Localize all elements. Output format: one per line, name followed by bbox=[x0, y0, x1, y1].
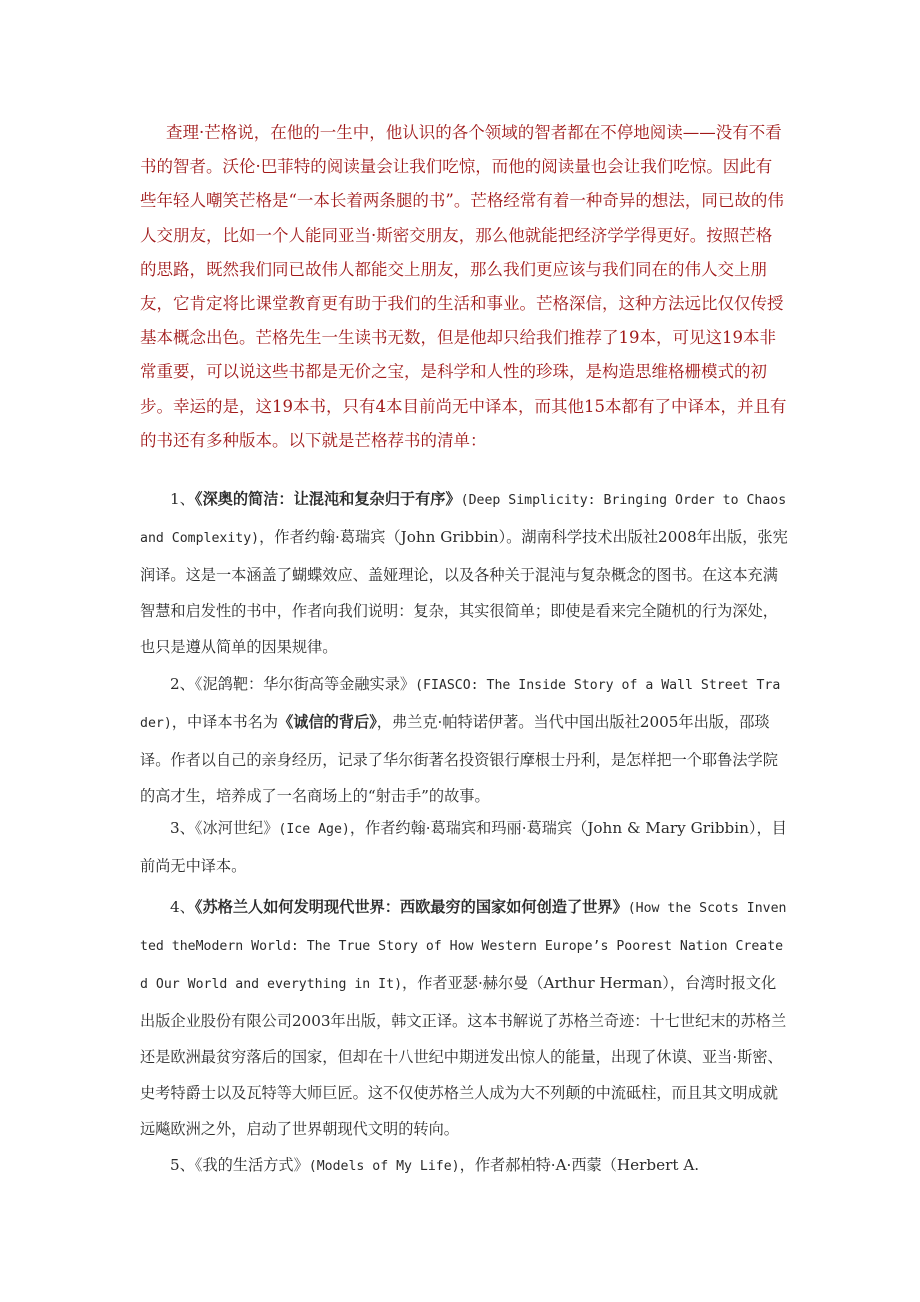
book-title-en: (Models of My Life) bbox=[308, 1159, 460, 1174]
book-description: ，中译本书名为 bbox=[171, 713, 279, 731]
book-title-cn: 《苏格兰人如何发明现代世界：西欧最穷的国家如何创造了世界》 bbox=[194, 898, 628, 916]
book-title-en: (FIASCO: The Inside Story of a Wall Street Trader) bbox=[140, 678, 781, 731]
book-title-en: (Ice Age) bbox=[278, 822, 350, 837]
book-number: 4、 bbox=[170, 898, 195, 916]
book-description: ，弗兰克·帕特诺伊著。当代中国出版社2005年出版，邵琰译。作者以自己的亲身经历，记录了华尔街著名投资银行摩根士丹利，是怎样把一个耶鲁法学院的高才生，培养成了一名商场上的“射击手”的故事。 bbox=[140, 713, 778, 805]
book-entry-3 bbox=[140, 810, 788, 884]
book-title-cn: 《冰河世纪》 bbox=[194, 819, 279, 837]
book-alt-title: 《诚信的背后》 bbox=[278, 713, 377, 731]
book-number: 5、 bbox=[170, 1156, 195, 1174]
book-title-en: (How the Scots Invented theModern World: The True Story of How Western Europe’s Poorest Nation Created Our World and everything in It) bbox=[140, 901, 787, 992]
book-description: ，作者郝柏特·A·西蒙（Herbert A. bbox=[459, 1156, 700, 1174]
book-number: 3、 bbox=[170, 819, 195, 837]
book-title-cn: 《深奥的简洁：让混沌和复杂归于有序》 bbox=[194, 490, 461, 508]
book-description: ，作者约翰·葛瑞宾（John Gribbin）。湖南科学技术出版社2008年出版，张宪润译。这是一本涵盖了蝴蝶效应、盖娅理论，以及各种关于混沌与复杂概念的图书。在这本充满智慧和启发性的书中，作者向我们说明：复杂，其实很简单；即使是看来完全随机的行为深处，也只是遵从简单的因果规律。 bbox=[140, 528, 788, 656]
book-entry-2 bbox=[140, 666, 788, 814]
book-entry-5 bbox=[140, 1147, 788, 1185]
book-title-en: (Deep Simplicity: Bringing Order to Chaos and Complexity) bbox=[140, 493, 787, 546]
book-entry-1 bbox=[140, 481, 788, 665]
book-entry-4 bbox=[140, 889, 788, 1147]
book-description: ，作者亚瑟·赫尔曼（Arthur Herman），台湾时报文化出版企业股份有限公司2003年出版，韩文正译。这本书解说了苏格兰奇迹：十七世纪末的苏格兰还是欧洲最贫穷落后的国家，但却在十八世纪中期迸发出惊人的能量，出现了休谟、亚当·斯密、史考特爵士以及瓦特等大师巨匠。这不仅使苏格兰人成为大不列颠的中流砥柱，而且其文明成就远飚欧洲之外，启动了世界朝现代文明的转向。 bbox=[140, 974, 787, 1138]
book-title-cn: 《泥鸽靶：华尔街高等金融实录》 bbox=[194, 675, 416, 693]
book-description: ，作者约翰·葛瑞宾和玛丽·葛瑞宾（John & Mary Gribbin），目前尚无中译本。 bbox=[140, 819, 787, 875]
book-title-cn: 《我的生活方式》 bbox=[194, 1156, 309, 1174]
intro-paragraph: 查理·芒格说，在他的一生中，他认识的各个领域的智者都在不停地阅读——没有不看书的智者。沃伦·巴菲特的阅读量会让我们吃惊，而他的阅读量也会让我们吃惊。因此有些年轻人嘲笑芒格是“一本长着两条腿的书”。芒格经常有着一种奇异的想法，同已故的伟人交朋友，比如一个人能同亚当·斯密交朋友，那么他就能把经济学学得更好。按照芒格的思路，既然我们同已故伟人都能交上朋友，那么我们更应该与我们同在的伟人交上朋友，它肯定将比课堂教育更有助于我们的生活和事业。芒格深信，这种方法远比仅仅传授基本概念出色。芒格先生一生读书无数，但是他却只给我们推荐了19本，可见这19本非常重要，可以说这些书都是无价之宝，是科学和人性的珍珠，是构造思维格栅模式的初步。幸运的是，这19本书，只有4本目前尚无中译本，而其他15本都有了中译本，并且有的书还有多种版本。以下就是芒格荐书的清单： bbox=[140, 123, 787, 450]
book-number: 1、 bbox=[170, 490, 195, 508]
book-number: 2、 bbox=[170, 675, 195, 693]
